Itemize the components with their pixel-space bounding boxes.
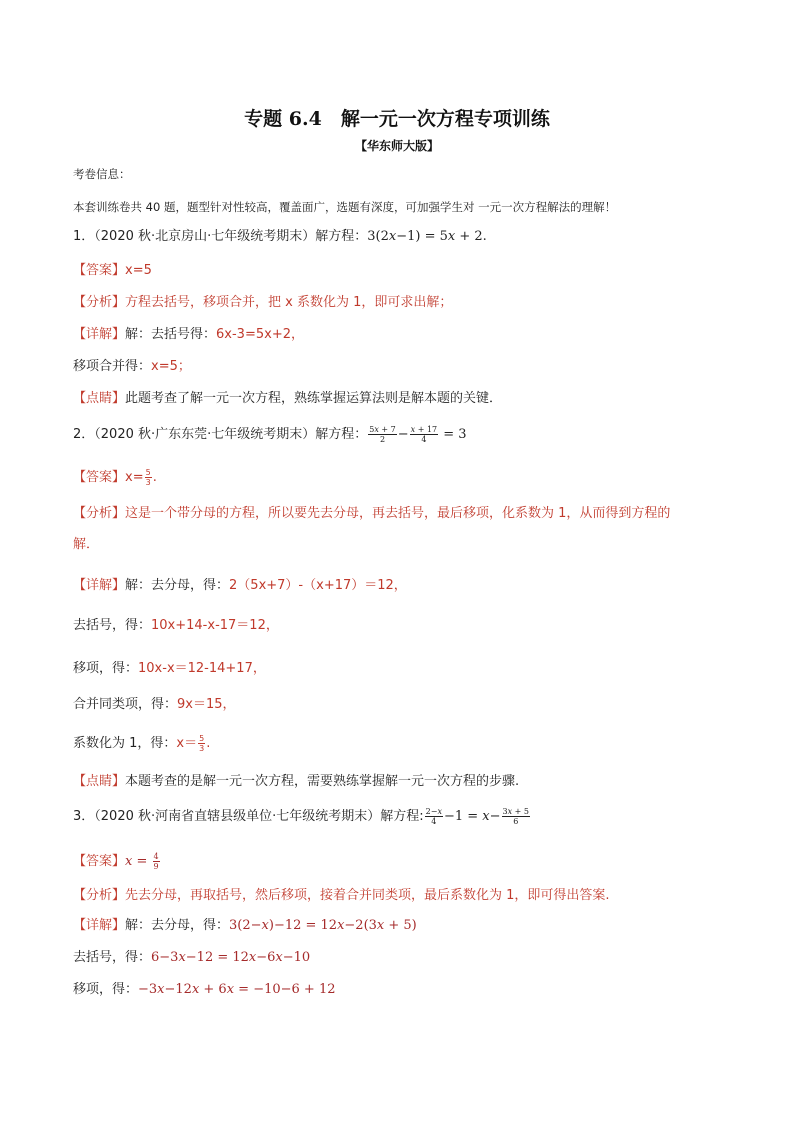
info-text: 本套训练卷共 40 题，题型针对性较高，覆盖面广，选题有深度，可加强学生对 一元一次方程解法的理解！ bbox=[73, 200, 617, 214]
answer-value: x=5 bbox=[125, 263, 152, 278]
analysis-text: 方程去括号，移项合并，把 x 系数化为 1，即可求出解； bbox=[125, 295, 453, 310]
q2-answer bbox=[73, 468, 157, 487]
question-equation: $\frac{\text{2−𝑥}}{4}$ −1 = 𝑥− $\frac{\text{3𝑥 + 5}}{6}$ bbox=[425, 807, 529, 826]
question-number: 2． bbox=[73, 427, 95, 442]
q1-step-2 bbox=[73, 358, 191, 376]
question-2 bbox=[73, 425, 467, 444]
q3-analysis bbox=[73, 887, 610, 905]
q2-detail bbox=[73, 577, 407, 595]
step-prefix: 去括号，得： bbox=[73, 950, 152, 965]
detail-value: 3(2−𝑥)−12 = 12𝑥−2(3𝑥 + 5) bbox=[229, 918, 417, 933]
q2-comment bbox=[73, 773, 519, 791]
step-prefix: 移项，得： bbox=[73, 661, 139, 676]
fraction: $\frac{5}{3}$ bbox=[199, 734, 205, 753]
document-title: 专题 6.4 解一元一次方程专项训练 bbox=[244, 108, 550, 130]
fraction: $\frac{\text{3𝑥 + 5}}{6}$ bbox=[502, 807, 529, 826]
step-value: 6−3𝑥−12 = 12𝑥−6𝑥−10 bbox=[151, 950, 311, 965]
q1-answer bbox=[73, 262, 152, 280]
q1-analysis bbox=[73, 294, 452, 312]
analysis-tag: 【分析】 bbox=[73, 888, 126, 903]
question-3 bbox=[73, 807, 531, 826]
comment-tag: 【点睛】 bbox=[73, 391, 126, 406]
answer-value: x= $\frac{5}{3}$ . bbox=[125, 468, 157, 487]
fraction: $\frac{\text{𝑥 + 17}}{4}$ bbox=[410, 425, 438, 444]
question-equation: $\frac{\text{5𝑥 + 7}}{2}$ − $\frac{\text{𝑥 + 17}}{4}$ = 3 bbox=[369, 425, 467, 444]
comment-text: 此题考查了解一元一次方程，熟练掌握运算法则是解本题的关键． bbox=[125, 391, 503, 406]
comment-text: 本题考查的是解一元一次方程，需要熟练掌握解一元一次方程的步骤. bbox=[125, 774, 520, 789]
detail-tag: 【详解】 bbox=[73, 918, 126, 933]
q1-comment bbox=[73, 390, 502, 408]
question-equation: 3(2𝑥−1) = 5𝑥 + 2. bbox=[367, 229, 487, 244]
analysis-text: 解． bbox=[73, 537, 100, 552]
q3-detail bbox=[73, 917, 417, 935]
analysis-tag: 【分析】 bbox=[73, 295, 126, 310]
fraction: $\frac{5}{3}$ bbox=[145, 468, 151, 487]
fraction: $\frac{4}{9}$ bbox=[153, 852, 159, 871]
q2-analysis-line-2 bbox=[73, 536, 99, 554]
step-value: x＝ $\frac{5}{3}$ . bbox=[176, 734, 211, 753]
question-number: 3． bbox=[73, 809, 95, 824]
question-source: （2020 秋·河南省直辖县级单位·七年级统考期末）解方程: bbox=[94, 809, 424, 824]
q2-analysis-line-1 bbox=[73, 505, 670, 523]
question-source: （2020 秋·北京房山·七年级统考期末）解方程： bbox=[94, 229, 368, 244]
step-value: 10x-x＝12-14+17， bbox=[138, 661, 266, 676]
detail-value: 2（5x+7）-（x+17）＝12， bbox=[229, 578, 407, 593]
step-value: x=5； bbox=[151, 359, 191, 374]
q1-detail bbox=[73, 326, 304, 344]
detail-value: 6x-3=5x+2， bbox=[216, 327, 304, 342]
fraction: $\frac{\text{2−𝑥}}{4}$ bbox=[425, 807, 442, 826]
analysis-text: 这是一个带分母的方程，所以要先去分母，再去括号，最后移项，化系数为 1，从而得到方程的 bbox=[125, 506, 671, 521]
step-value: −3𝑥−12𝑥 + 6𝑥 = −10−6 + 12 bbox=[138, 982, 336, 997]
answer-tag: 【答案】 bbox=[73, 263, 126, 278]
document-subtitle: 【华东师大版】 bbox=[354, 139, 439, 153]
q2-step-3 bbox=[73, 660, 266, 678]
detail-prefix: 解：去分母，得： bbox=[125, 578, 230, 593]
info-label: 考卷信息： bbox=[73, 167, 131, 181]
step-prefix: 移项合并得： bbox=[73, 359, 152, 374]
question-source: （2020 秋·广东东莞·七年级统考期末）解方程： bbox=[94, 427, 368, 442]
step-prefix: 去括号，得： bbox=[73, 618, 152, 633]
detail-tag: 【详解】 bbox=[73, 327, 126, 342]
q2-step-5 bbox=[73, 734, 210, 753]
answer-value: 𝑥 = $\frac{4}{9}$ bbox=[125, 852, 159, 871]
question-1 bbox=[73, 228, 487, 246]
question-number: 1． bbox=[73, 229, 95, 244]
q3-step-2 bbox=[73, 949, 310, 967]
analysis-text: 先去分母，再取括号，然后移项，接着合并同类项，最后系数化为 1，即可得出答案. bbox=[125, 888, 610, 903]
fraction: $\frac{\text{5𝑥 + 7}}{2}$ bbox=[369, 425, 396, 444]
detail-prefix: 解：去分母，得： bbox=[125, 918, 230, 933]
q2-step-2 bbox=[73, 617, 279, 635]
q2-step-4 bbox=[73, 696, 236, 714]
q3-step-3 bbox=[73, 981, 336, 999]
comment-tag: 【点睛】 bbox=[73, 774, 126, 789]
detail-tag: 【详解】 bbox=[73, 578, 126, 593]
answer-tag: 【答案】 bbox=[73, 854, 126, 869]
step-prefix: 合并同类项，得： bbox=[73, 697, 178, 712]
step-prefix: 移项，得： bbox=[73, 982, 139, 997]
step-value: 10x+14-x-17＝12， bbox=[151, 618, 279, 633]
step-value: 9x＝15， bbox=[177, 697, 236, 712]
step-prefix: 系数化为 1，得： bbox=[73, 736, 177, 751]
detail-prefix: 解：去括号得： bbox=[125, 327, 217, 342]
answer-tag: 【答案】 bbox=[73, 470, 126, 485]
analysis-tag: 【分析】 bbox=[73, 506, 126, 521]
q3-answer bbox=[73, 852, 161, 871]
